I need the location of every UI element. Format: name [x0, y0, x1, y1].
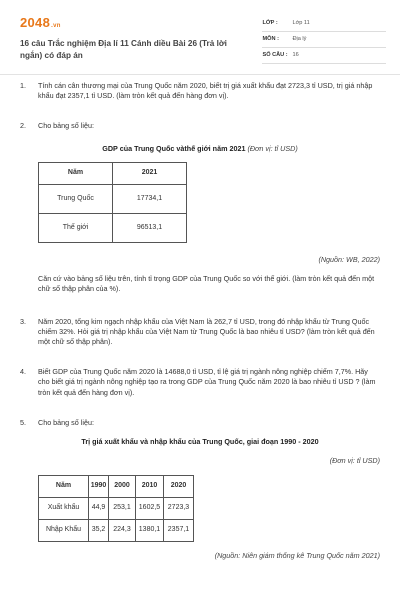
question-number: 1. — [20, 81, 26, 90]
table-source: (Nguồn: Niên giám thống kê Trung Quốc năm 2021) — [214, 550, 380, 560]
table-cell: 35,2 — [89, 519, 109, 541]
table-header-row — [39, 475, 194, 497]
table-cell: 2723,3 — [164, 497, 194, 519]
meta-row-class — [262, 16, 386, 32]
table-unit: (Đơn vị: tỉ USD) — [247, 143, 298, 153]
table-cell: 96513,1 — [113, 213, 187, 242]
table-row — [39, 519, 194, 541]
meta-label: SỐ CÂU : — [262, 51, 288, 58]
trade-table — [38, 475, 194, 542]
meta-value: 16 — [292, 51, 299, 58]
question-number: 5. — [20, 417, 26, 427]
question-1 — [20, 81, 380, 101]
table-title: Trị giá xuất khẩu và nhập khẩu của Trung Quốc, giai đoạn 1990 - 2020 — [81, 437, 319, 447]
question-5 — [20, 418, 380, 561]
table-row — [39, 184, 187, 213]
table-cell: 1602,5 — [136, 497, 164, 519]
table-cell: 17734,1 — [113, 184, 187, 213]
question-text: Tính cán cân thương mại của Trung Quốc năm 2020, biết trị giá xuất khẩu đạt 2723,3 tỉ USD, trị giá nhập khẩu đạt 2357,1 tỉ USD. (làm tròn kết quả đến hàng đơn vị). — [38, 81, 373, 101]
meta-row-subject — [262, 32, 386, 48]
question-number: 2. — [20, 121, 26, 131]
table-cell: 1380,1 — [136, 519, 164, 541]
meta-label: MÔN : — [262, 35, 279, 42]
table-header-cell: 2021 — [113, 162, 187, 184]
table-header-cell: Năm — [39, 162, 113, 184]
question-text: Năm 2020, tổng kim ngạch nhập khẩu của Việt Nam là 262,7 tỉ USD, trong đó nhập khẩu từ Trung Quốc chiếm 32%. Hỏi giá trị nhập khẩu của Việt Nam từ Trung Quốc là bao nhiêu tỉ USD? (làm tròn kết quả đến một chữ số thập phân). — [38, 316, 375, 346]
table-cell: Trung Quốc — [39, 184, 113, 213]
page-header — [0, 0, 400, 74]
table-cell: 253,1 — [109, 497, 136, 519]
table-cell: Thế giới — [39, 213, 113, 242]
table-cell: Xuất khẩu — [39, 497, 89, 519]
header-left — [20, 14, 240, 74]
table-cell: Nhập Khẩu — [39, 519, 89, 541]
table-title — [20, 144, 380, 154]
table-header-cell: 2010 — [136, 475, 164, 497]
site-logo[interactable] — [20, 14, 240, 32]
table-source: (Nguồn: WB, 2022) — [318, 254, 380, 264]
table-header-cell: 1990 — [89, 475, 109, 497]
logo-main: 2048 — [20, 15, 51, 30]
question-intro: Cho bảng số liệu: — [38, 417, 94, 427]
gdp-table — [38, 162, 187, 243]
question-2 — [20, 121, 380, 294]
table-header-cell: 2000 — [109, 475, 136, 497]
question-text: Căn cứ vào bảng số liệu trên, tính tỉ trọng GDP của Trung Quốc so với thế giới. (làm tròn kết quả đến một chữ số thập phân của %). — [38, 274, 375, 294]
table-title-text: GDP của Trung Quốc vàthế giới năm 2021 — [102, 143, 246, 153]
question-3 — [20, 317, 380, 348]
table-cell: 44,9 — [89, 497, 109, 519]
table-header-cell: 2020 — [164, 475, 194, 497]
meta-value: Địa lý — [292, 35, 307, 42]
meta-value: Lớp 11 — [292, 19, 310, 26]
table-cell: 224,3 — [109, 519, 136, 541]
table-row — [39, 213, 187, 242]
table-row — [39, 497, 194, 519]
document-title: 16 câu Trắc nghiệm Địa lí 11 Cánh diều Bài 26 (Trả lời ngắn) có đáp án — [20, 39, 227, 60]
table-unit: (Đơn vị: tỉ USD) — [329, 456, 380, 466]
table-cell: 2357,1 — [164, 519, 194, 541]
table-header-row — [39, 162, 187, 184]
logo-suffix: .vn — [51, 23, 61, 29]
question-4 — [20, 367, 380, 398]
question-list — [0, 75, 400, 561]
question-number: 4. — [20, 367, 26, 377]
meta-info — [262, 16, 386, 74]
question-number: 3. — [20, 316, 26, 326]
question-intro: Cho bảng số liệu: — [38, 121, 94, 131]
table-header-cell: Năm — [39, 475, 89, 497]
meta-row-count — [262, 48, 386, 64]
question-text: Biết GDP của Trung Quốc năm 2020 là 14688,0 tỉ USD, tỉ lệ giá trị ngành nông nghiệp chiếm 7,7%. Hãy cho biết giá trị ngành nông nghiệp tạo ra trong GDP của Trung Quốc năm 2020 là bao nhiêu tỉ USD ? (làm tròn kết quả đến hàng đơn vị). — [38, 367, 376, 397]
meta-label: LỚP : — [262, 19, 278, 26]
